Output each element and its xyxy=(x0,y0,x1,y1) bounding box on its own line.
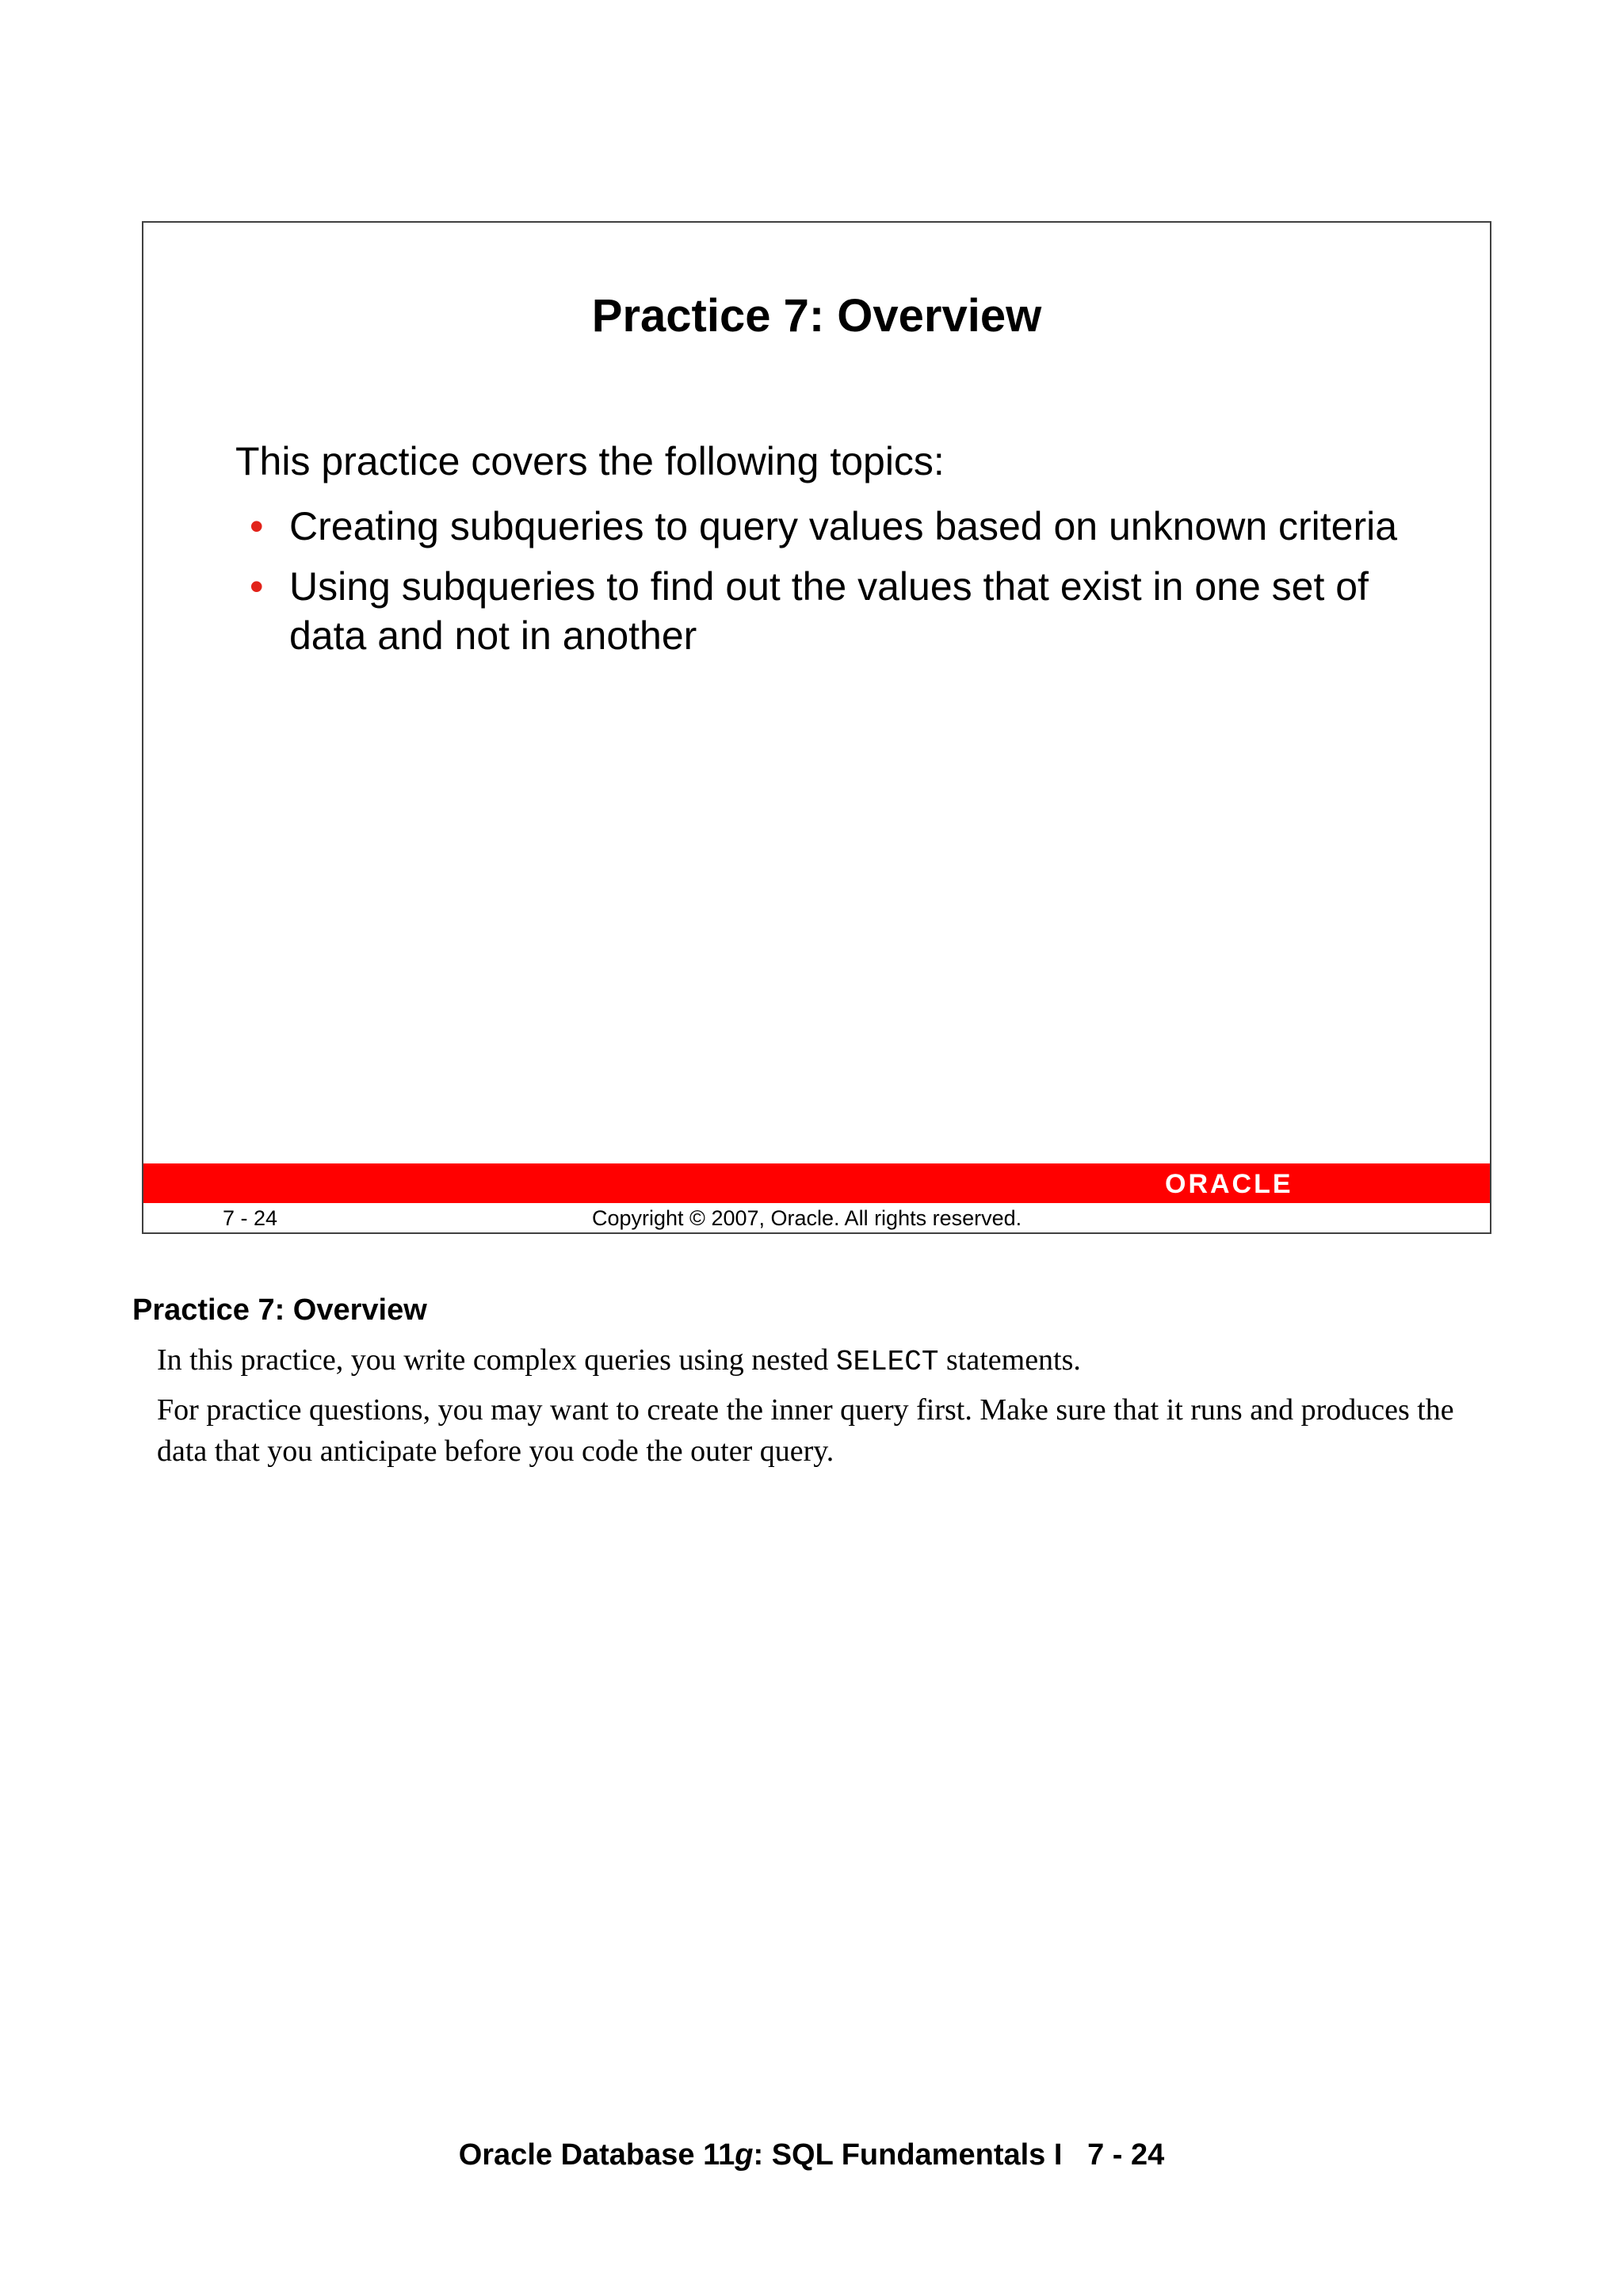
slide-page-number: 7 - 24 xyxy=(223,1206,278,1230)
svg-text:ORACLE: ORACLE xyxy=(1165,1170,1293,1197)
notes-paragraph: For practice questions, you may want to create the inner query first. Make sure that it runs and produces the data that you anticipate before you code the outer query. xyxy=(157,1393,1454,1468)
slide-intro: This practice covers the following topics: xyxy=(235,439,945,483)
oracle-logo-icon xyxy=(1165,1170,1347,1197)
slide-footer xyxy=(143,1203,1490,1233)
notes-text: In this practice, you write complex queries using nested xyxy=(157,1343,836,1377)
bullet-item xyxy=(250,502,1438,551)
bullet-text: Creating subqueries to query values based on unknown criteria xyxy=(289,504,1398,548)
oracle-red-band xyxy=(143,1163,1490,1203)
bullet-item xyxy=(250,562,1438,660)
slide-copyright: Copyright © 2007, Oracle. All rights reserved. xyxy=(592,1206,1022,1230)
slide-frame xyxy=(142,221,1491,1234)
bullet-list xyxy=(250,502,1438,671)
bullet-text: Using subqueries to find out the values that exist in one set of data and not in another xyxy=(289,564,1369,658)
footer-page-number: 7 - 24 xyxy=(1087,2138,1165,2172)
notes-text: statements. xyxy=(938,1343,1081,1377)
code-keyword: SELECT xyxy=(835,1346,939,1378)
footer-title-italic: g xyxy=(735,2138,754,2172)
slide-title: Practice 7: Overview xyxy=(591,290,1042,342)
bullet-dot-icon: • xyxy=(250,504,264,548)
footer-title-prefix: Oracle Database 11 xyxy=(458,2138,735,2172)
footer-title-suffix: : SQL Fundamentals I xyxy=(753,2138,1063,2172)
page-footer xyxy=(0,2140,1623,2170)
notes-heading: Practice 7: Overview xyxy=(132,1293,427,1327)
bullet-dot-icon: • xyxy=(250,564,264,609)
notes-paragraph xyxy=(157,1339,1457,1383)
